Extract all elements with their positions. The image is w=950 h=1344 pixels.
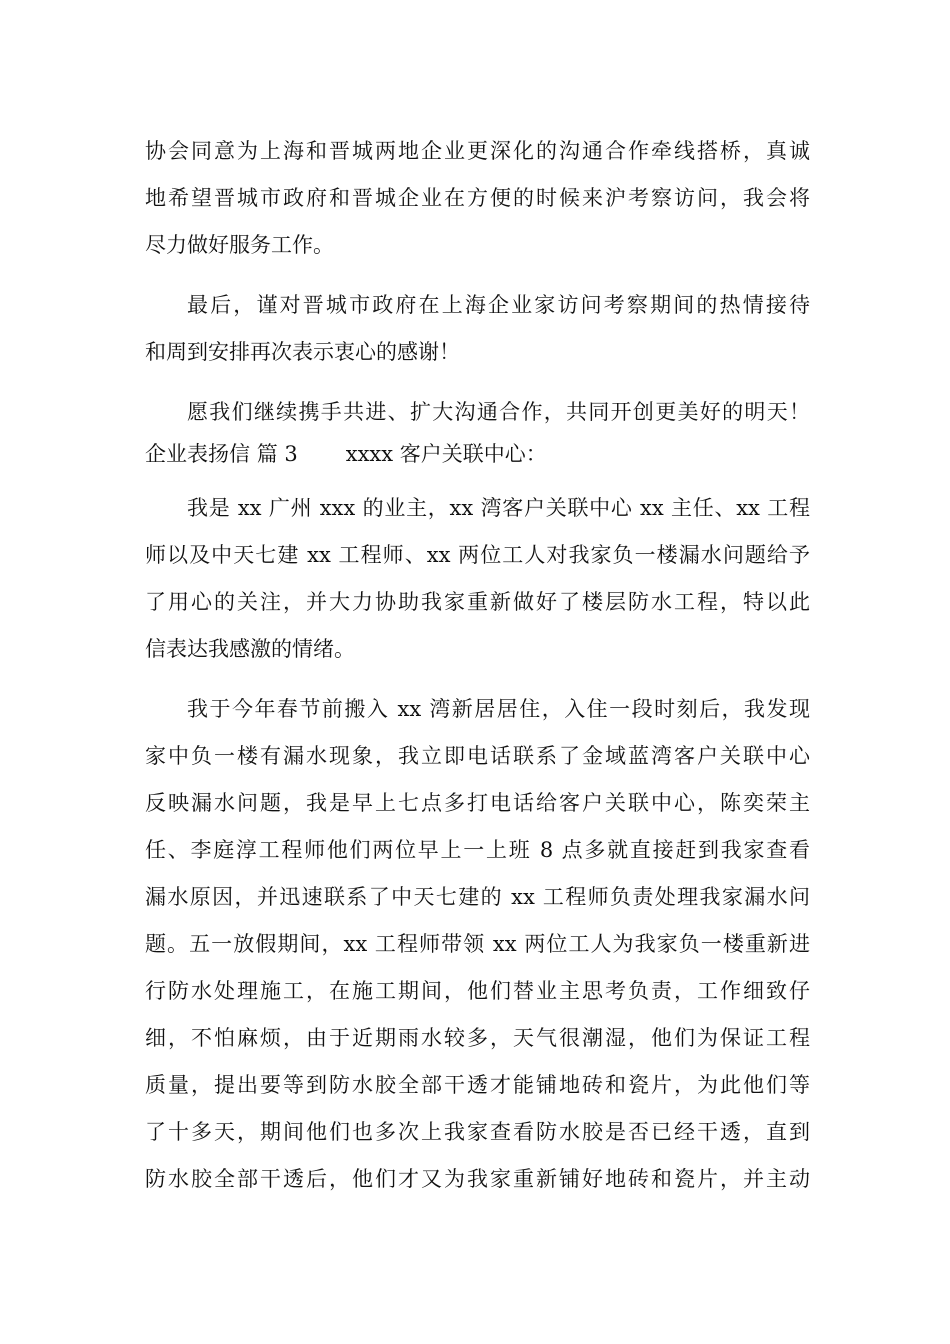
text-line: 质量，提出要等到防水胶全部干透才能铺地砖和瓷片，为此他们等 — [145, 1073, 810, 1097]
text-line: 尽力做好服务工作。 — [145, 233, 334, 257]
text-line: 地希望晋城市政府和晋城企业在方便的时候来沪考察访问，我会将 — [145, 186, 810, 210]
text-line: 题。五一放假期间，xx 工程师带领 xx 两位工人为我家负一楼重新进 — [145, 932, 810, 956]
text-line: 反映漏水问题，我是早上七点多打电话给客户关联中心，陈奕荣主 — [145, 791, 810, 815]
text-line: 我于今年春节前搬入 xx 湾新居居住，入住一段时刻后，我发现 — [187, 697, 810, 721]
text-line: 行防水处理施工，在施工期间，他们替业主思考负责，工作细致仔 — [145, 979, 810, 1003]
text-line: 任、李庭淳工程师他们两位早上一上班 8 点多就直接赶到我家查看 — [145, 838, 810, 862]
text-line: 家中负一楼有漏水现象，我立即电话联系了金域蓝湾客户关联中心 — [145, 744, 810, 768]
text-line: 了用心的关注，并大力协助我家重新做好了楼层防水工程，特以此 — [145, 590, 810, 614]
text-line: 和周到安排再次表示衷心的感谢！ — [145, 340, 460, 364]
text-line: 漏水原因，并迅速联系了中天七建的 xx 工程师负责处理我家漏水问 — [145, 885, 810, 909]
part-number: 篇 3 — [256, 442, 298, 466]
text-line: 愿我们继续携手共进、扩大沟通合作，共同开创更美好的明天！ — [187, 400, 810, 424]
salutation: xxxx 客户关联中心： — [345, 442, 547, 466]
section-heading — [145, 436, 810, 472]
text-line: 防水胶全部干透后，他们才又为我家重新铺好地砖和瓷片，并主动 — [145, 1167, 810, 1191]
text-line: 了十多天，期间他们也多次上我家查看防水胶是否已经干透，直到 — [145, 1120, 810, 1144]
text-line: 最后，谨对晋城市政府在上海企业家访问考察期间的热情接待 — [187, 293, 810, 317]
letter-title: 企业表扬信 — [145, 442, 250, 466]
text-line: 细，不怕麻烦，由于近期雨水较多，天气很潮湿，他们为保证工程 — [145, 1026, 810, 1050]
text-line: 师以及中天七建 xx 工程师、xx 两位工人对我家负一楼漏水问题给予 — [145, 543, 810, 567]
text-line: 信表达我感激的情绪。 — [145, 637, 355, 661]
text-line: 我是 xx 广州 xxx 的业主，xx 湾客户关联中心 xx 主任、xx 工程 — [187, 496, 810, 520]
document-body — [145, 128, 810, 1203]
text-line: 协会同意为上海和晋城两地企业更深化的沟通合作牵线搭桥，真诚 — [145, 139, 810, 163]
